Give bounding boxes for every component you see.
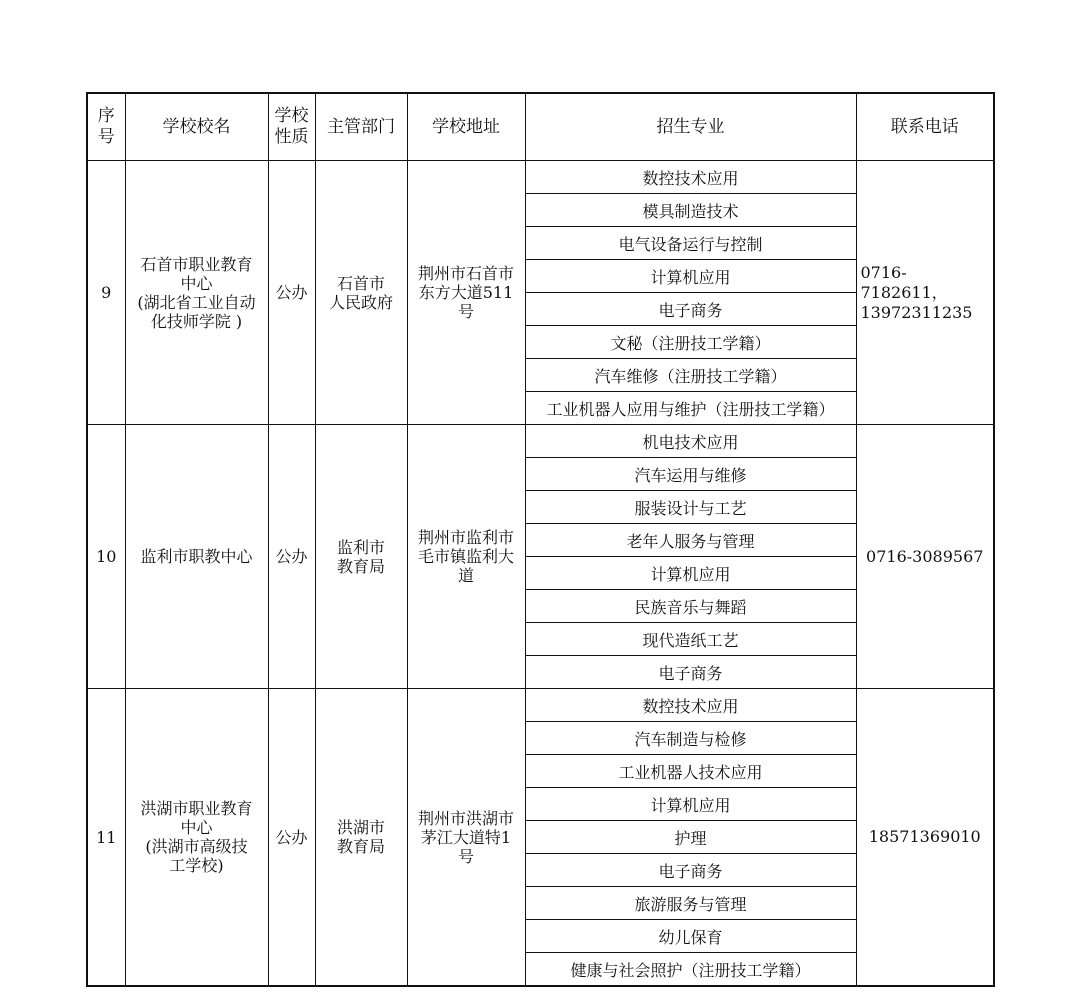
major-item: 护理 — [525, 821, 856, 854]
major-item: 计算机应用 — [525, 260, 856, 293]
major-item: 民族音乐与舞蹈 — [525, 590, 856, 623]
school-name: 监利市职教中心 — [125, 425, 268, 689]
school-authority: 监利市 教育局 — [315, 425, 407, 689]
contact-phone: 18571369010 — [856, 689, 994, 987]
table-body — [87, 161, 994, 987]
header-majors: 招生专业 — [525, 93, 856, 161]
header-row — [87, 93, 994, 161]
header-phone: 联系电话 — [856, 93, 994, 161]
school-address: 荆州市石首市 东方大道511 号 — [407, 161, 525, 425]
major-item: 服装设计与工艺 — [525, 491, 856, 524]
major-item: 模具制造技术 — [525, 194, 856, 227]
major-item: 老年人服务与管理 — [525, 524, 856, 557]
school-address: 荆州市监利市 毛市镇监利大 道 — [407, 425, 525, 689]
table-row — [87, 425, 994, 458]
school-table — [86, 92, 995, 987]
major-item: 电子商务 — [525, 854, 856, 887]
header-name: 学校校名 — [125, 93, 268, 161]
major-item: 工业机器人技术应用 — [525, 755, 856, 788]
row-index: 10 — [87, 425, 125, 689]
major-item: 幼儿保育 — [525, 920, 856, 953]
major-item: 数控技术应用 — [525, 689, 856, 722]
row-index: 9 — [87, 161, 125, 425]
major-item: 电子商务 — [525, 293, 856, 326]
major-item: 计算机应用 — [525, 788, 856, 821]
major-item: 汽车维修（注册技工学籍） — [525, 359, 856, 392]
major-item: 汽车制造与检修 — [525, 722, 856, 755]
major-item: 文秘（注册技工学籍） — [525, 326, 856, 359]
major-item: 电子商务 — [525, 656, 856, 689]
major-item: 数控技术应用 — [525, 161, 856, 194]
school-address: 荆州市洪湖市 茅江大道特1 号 — [407, 689, 525, 987]
major-item: 汽车运用与维修 — [525, 458, 856, 491]
school-nature: 公办 — [268, 161, 315, 425]
header-authority: 主管部门 — [315, 93, 407, 161]
table-row — [87, 689, 994, 722]
school-name: 石首市职业教育 中心 (湖北省工业自动 化技师学院 ) — [125, 161, 268, 425]
major-item: 机电技术应用 — [525, 425, 856, 458]
contact-phone: 0716-3089567 — [856, 425, 994, 689]
major-item: 现代造纸工艺 — [525, 623, 856, 656]
school-authority: 石首市 人民政府 — [315, 161, 407, 425]
major-item: 计算机应用 — [525, 557, 856, 590]
contact-phone: 0716-7182611， 13972311235 — [856, 161, 994, 425]
header-index: 序 号 — [87, 93, 125, 161]
major-item: 健康与社会照护（注册技工学籍） — [525, 953, 856, 987]
major-item: 旅游服务与管理 — [525, 887, 856, 920]
table-row — [87, 161, 994, 194]
header-address: 学校地址 — [407, 93, 525, 161]
school-nature: 公办 — [268, 689, 315, 987]
major-item: 工业机器人应用与维护（注册技工学籍） — [525, 392, 856, 425]
major-item: 电气设备运行与控制 — [525, 227, 856, 260]
school-nature: 公办 — [268, 425, 315, 689]
school-name: 洪湖市职业教育 中心 (洪湖市高级技 工学校) — [125, 689, 268, 987]
row-index: 11 — [87, 689, 125, 987]
header-nature: 学校 性质 — [268, 93, 315, 161]
school-authority: 洪湖市 教育局 — [315, 689, 407, 987]
